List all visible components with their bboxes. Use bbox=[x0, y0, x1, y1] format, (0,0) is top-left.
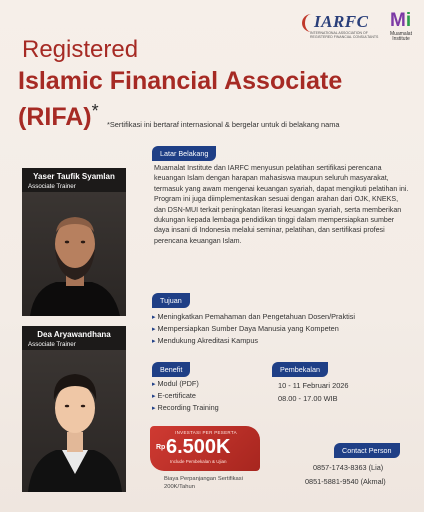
trainer-role: Associate Trainer bbox=[28, 341, 76, 348]
list-item: ▸ E-certificate bbox=[152, 390, 219, 402]
section-label-latar-belakang: Latar Belakang bbox=[152, 146, 216, 161]
list-item: ▸ Mendukung Akreditasi Kampus bbox=[152, 335, 355, 347]
latar-belakang-text: Muamalat Institute dan IARFC menyusun pelatihan sertifikasi perencana keuangan Islam dengan harapan mahasiswa maupun seluruh masyarakat, termasuk yang awam mengenai keuangan syariah, dapat mengikuti pelatihan ini. Program ini juga diimplementasikan sesuai dengan arahan dari OJK, KNEKS, dan DSN-MUI terkait peningkatan literasi keuangan syariah, serta memberikan dukungan kepada lembaga pendidikan tinggi dalam mempersiapkan sumber daya insani di Indonesia melalui seminar, pelatihan, dan sertifikasi profesi perencana keuangan Islam. bbox=[154, 164, 409, 245]
contact-phone-1: 0857-1743-8363 (Lia) bbox=[313, 463, 384, 472]
title-line-2: Islamic Financial Associate bbox=[18, 67, 343, 95]
trainer-role: Associate Trainer bbox=[28, 183, 76, 190]
trainer-portrait-icon bbox=[22, 192, 126, 316]
list-item: ▸ Modul (PDF) bbox=[152, 378, 219, 390]
section-label-pembekalan: Pembekalan bbox=[272, 362, 328, 377]
price-include: Include Pembekalan & Ujian bbox=[170, 459, 227, 464]
section-label-contact-person: Contact Person bbox=[334, 443, 400, 458]
trainer-photo bbox=[22, 350, 126, 492]
price-currency: Rp bbox=[156, 444, 166, 451]
price-amount: 6.500K bbox=[166, 436, 231, 458]
section-label-tujuan: Tujuan bbox=[152, 293, 190, 308]
benefit-list bbox=[152, 378, 219, 414]
list-item: ▸ Mempersiapkan Sumber Daya Manusia yang Kompeten bbox=[152, 323, 355, 335]
iarfc-logo-text: IARFC bbox=[314, 12, 369, 31]
trainer-card-1 bbox=[22, 168, 126, 316]
pembekalan-time: 08.00 - 17.00 WIB bbox=[278, 394, 338, 403]
title-line-1: Registered bbox=[22, 36, 139, 63]
list-item: ▸ Recording Training bbox=[152, 402, 219, 414]
section-label-benefit: Benefit bbox=[152, 362, 190, 377]
mi-logo-text: Muamalat Institute bbox=[390, 31, 412, 42]
list-item: ▸ Meningkatkan Pemahaman dan Pengetahuan Dosen/Praktisi bbox=[152, 311, 355, 323]
trainer-card-2 bbox=[22, 326, 126, 492]
pembekalan-date: 10 - 11 Februari 2026 bbox=[278, 381, 349, 390]
trainer-name: Dea Aryawandhana bbox=[37, 330, 111, 339]
iarfc-logo bbox=[300, 12, 378, 42]
muamalat-institute-logo bbox=[384, 10, 418, 44]
contact-phone-2: 0851-5881-9540 (Akmal) bbox=[305, 477, 386, 486]
trainer-name: Yaser Taufik Syamlan bbox=[33, 172, 115, 181]
title-asterisk: * bbox=[91, 101, 99, 121]
price-badge bbox=[150, 426, 260, 471]
price-label: INVESTASI PER PESERTA bbox=[175, 430, 237, 435]
title-line-3 bbox=[18, 103, 99, 132]
certification-note: *Sertifikasi ini bertaraf internasional & bergelar untuk di belakang nama bbox=[107, 120, 340, 129]
trainer-portrait-icon bbox=[22, 350, 126, 492]
trainer-photo bbox=[22, 192, 126, 316]
title-rifa: (RIFA) bbox=[18, 103, 92, 131]
price-footnote: Biaya Perpanjangan Sertifikasi 200K/Tahun bbox=[164, 476, 243, 490]
mi-logo-icon: Mi bbox=[390, 10, 412, 31]
tujuan-list bbox=[152, 311, 355, 347]
iarfc-logo-subtext: INTERNATIONAL ASSOCIATION OF REGISTERED FINANCIAL CONSULTANTS bbox=[310, 31, 379, 39]
